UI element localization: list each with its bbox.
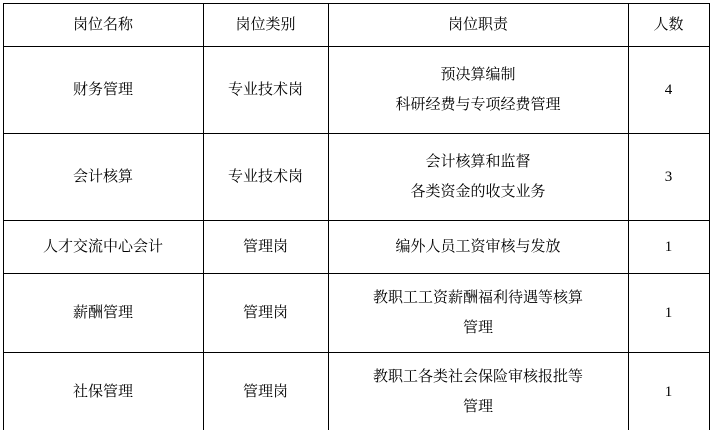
- duty-line-group: [332, 232, 625, 262]
- cell-position-duty: [328, 47, 628, 134]
- duty-line-group: [332, 283, 625, 343]
- cell-position-count: 1: [628, 353, 709, 430]
- duty-line: 教职工工资薪酬福利待遇等核算: [372, 290, 583, 306]
- table-header-row: [3, 4, 709, 47]
- cell-position-type: 管理岗: [203, 221, 328, 274]
- cell-position-name: 会计核算: [3, 134, 203, 221]
- cell-position-type: 专业技术岗: [203, 47, 328, 134]
- cell-position-type: 管理岗: [203, 353, 328, 430]
- cell-position-count: 4: [628, 47, 709, 134]
- cell-position-duty: [328, 221, 628, 274]
- cell-position-name: 社保管理: [3, 353, 203, 430]
- duty-line-group: [332, 147, 625, 207]
- table-row: [3, 353, 709, 430]
- duty-line-group: [332, 362, 625, 422]
- cell-position-type: 专业技术岗: [203, 134, 328, 221]
- cell-position-duty: [328, 353, 628, 430]
- duty-line: 科研经费与专项经费管理: [395, 97, 561, 113]
- cell-position-type: 管理岗: [203, 274, 328, 353]
- duty-line: 预决算编制: [440, 67, 516, 83]
- table-row: [3, 274, 709, 353]
- table-row: [3, 47, 709, 134]
- cell-position-count: 1: [628, 274, 709, 353]
- duty-line: 管理: [462, 320, 493, 336]
- cell-position-name: 财务管理: [3, 47, 203, 134]
- duty-line: 编外人员工资审核与发放: [395, 239, 561, 255]
- duty-line: 会计核算和监督: [425, 154, 531, 170]
- duty-line: 各类资金的收支业务: [410, 184, 546, 200]
- duty-line: 管理: [462, 399, 493, 415]
- duty-line-group: [332, 60, 625, 120]
- job-positions-table: [3, 3, 710, 430]
- cell-position-name: 薪酬管理: [3, 274, 203, 353]
- cell-position-name: 人才交流中心会计: [3, 221, 203, 274]
- table-body: [3, 4, 709, 430]
- table-row: [3, 134, 709, 221]
- column-header-type: 岗位类别: [203, 4, 328, 47]
- cell-position-duty: [328, 274, 628, 353]
- duty-line: 教职工各类社会保险审核报批等: [372, 369, 583, 385]
- cell-position-count: 1: [628, 221, 709, 274]
- column-header-duty: 岗位职责: [328, 4, 628, 47]
- cell-position-duty: [328, 134, 628, 221]
- column-header-count: 人数: [628, 4, 709, 47]
- column-header-name: 岗位名称: [3, 4, 203, 47]
- cell-position-count: 3: [628, 134, 709, 221]
- table-row: [3, 221, 709, 274]
